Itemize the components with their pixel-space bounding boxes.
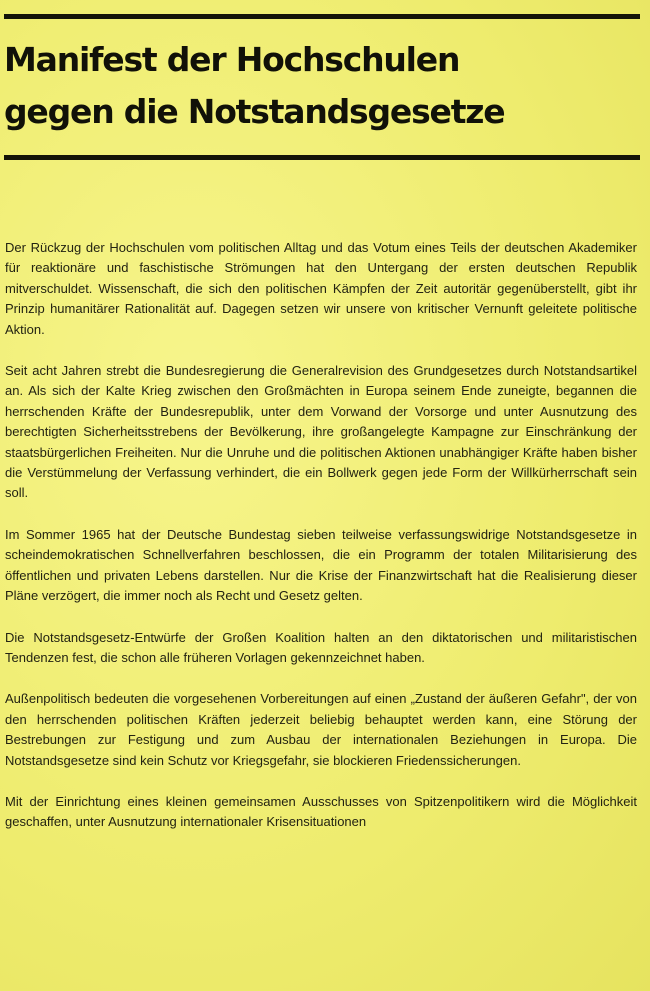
title-underline-rule <box>4 155 640 160</box>
paragraph-2: Seit acht Jahren strebt die Bundesregierung die Generalrevision des Grundgesetzes durch Notstandsartikel an. Als sich der Kalte Krieg zwischen den Großmächten in Europa seinem Ende zuneigte, begannen die herrschenden Kräfte der Bundesrepublik, unter dem Vorwand der Vorsorge und unter Ausnutzung des berechtigten Sicherheitsstrebens der Bevölkerung, ihre großangelegte Kampagne zur Einschränkung der staatsbürgerlichen Freiheiten. Nur die Unruhe und die politischen Aktionen unabhängiger Kräfte haben bisher die Verstümmelung der Verfassung verhindert, die ein Bollwerk gegen jede Form der Willkürherrschaft sein soll. <box>5 363 637 501</box>
paragraph-6: Mit der Einrichtung eines kleinen gemeinsamen Ausschusses von Spitzenpolitikern wird die Möglichkeit geschaffen, unter Ausnutzung internationaler Krisensituationen <box>5 793 637 830</box>
paragraph-5: Außenpolitisch bedeuten die vorgesehenen Vorbereitungen auf einen „Zustand der äußeren Gefahr", der von den herrschenden politischen Kräften jederzeit beliebig behauptet werden kann, eine Störung der Bestrebungen zur Festigung und zum Ausbau der internationalen Beziehungen in Europa. Die Notstandsgesetze sind kein Schutz vor Kriegsgefahr, sie blockieren Friedenssicherungen. <box>5 691 637 768</box>
manifesto-body <box>5 238 637 854</box>
paragraph-3: Im Sommer 1965 hat der Deutsche Bundestag sieben teilweise verfassungswidrige Notstandsgesetze in scheindemokratischen Schnellverfahren beschlossen, die ein Programm der totalen Militarisierung des öffentlichen und privaten Lebens darstellen. Nur die Krise der Finanzwirtschaft hat die Realisierung dieser Pläne verzögert, die immer noch als Recht und Gesetz gelten. <box>5 526 637 604</box>
paragraph-4: Die Notstandsgesetz-Entwürfe der Großen Koalition halten an den diktatorischen und militaristischen Tendenzen fest, die schon alle früheren Vorlagen gekennzeichnet haben. <box>5 629 637 665</box>
page-title <box>4 34 644 138</box>
paragraph-1: Der Rückzug der Hochschulen vom politischen Alltag und das Votum eines Teils der deutschen Akademiker für reaktionäre und faschistische Strömungen hat den Untergang der ersten deutschen Republik mitverschuldet. Wissenschaft, die sich den politischen Kämpfen der Zeit autoritär gegenüberstellt, gibt ihr Prinzip humanitärer Rationalität auf. Dagegen setzen wir unsere von kritischer Vernunft geleitete politische Aktion. <box>5 240 637 337</box>
title-line-2: gegen die Notstandsgesetze <box>4 92 505 131</box>
top-rule <box>4 14 640 19</box>
title-line-1: Manifest der Hochschulen <box>4 40 460 79</box>
